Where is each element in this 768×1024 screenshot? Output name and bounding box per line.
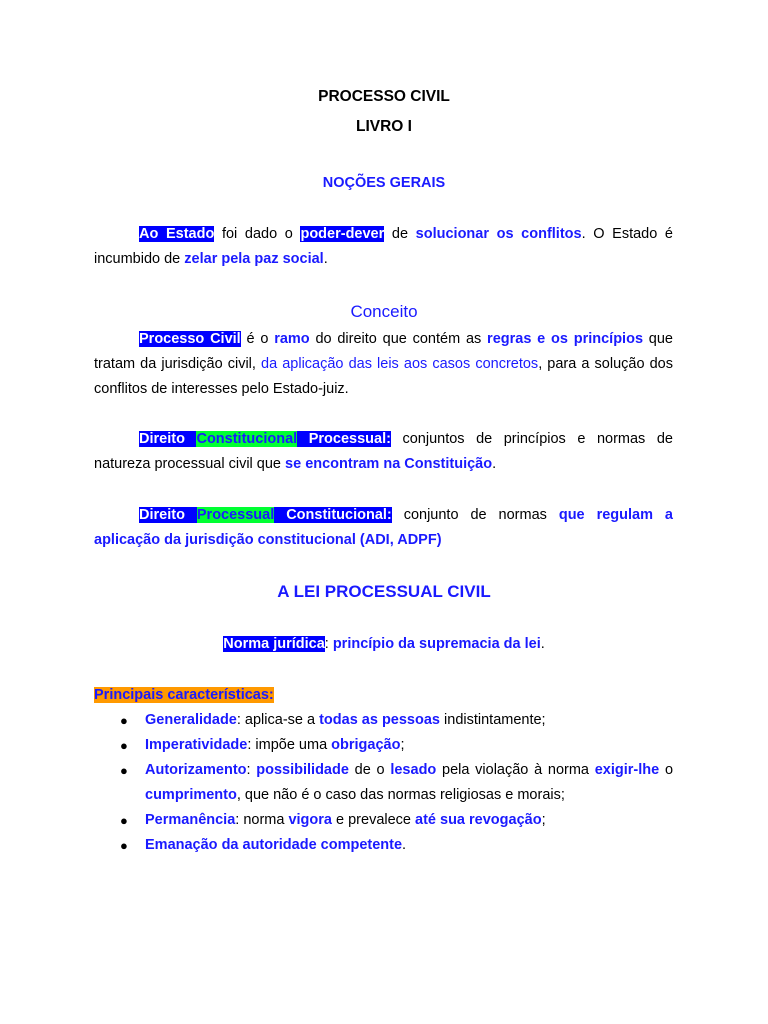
list-item [94,758,673,808]
highlight: Norma jurídica [223,636,325,652]
text: : [324,636,333,652]
text: : aplica-se a [236,712,320,728]
emphasis: princípio da supremacia da lei [332,636,541,652]
list-item [94,733,673,758]
conceito-paragraph [94,327,673,402]
highlight: Processo Civil [139,331,241,347]
emphasis: exigir-lhe [594,762,660,778]
highlight: Principais características: [94,687,274,703]
emphasis: se encontram na Constituição [285,456,493,472]
document-subtitle: LIVRO I [356,118,412,135]
term: Generalidade [145,712,237,728]
section-heading-conceito: Conceito [350,302,418,321]
text: : impõe uma [247,737,332,753]
caracteristicas-list [94,708,673,858]
section-heading-lei: A LEI PROCESSUAL CIVIL [277,582,491,601]
text: do direito que contém as [309,331,488,347]
highlight: Processual [196,507,275,523]
highlight: poder-dever [300,226,385,242]
emphasis: cumprimento [145,787,237,803]
term: Imperatividade [145,737,248,753]
emphasis: lesado [390,762,437,778]
text: de [384,226,416,242]
list-item [94,833,673,858]
text: , que não é o caso das normas religiosas e morais; [236,787,565,803]
document-title: PROCESSO CIVIL [318,88,450,105]
emphasis: todas as pessoas [319,712,440,728]
highlight: Direito [139,431,197,447]
text: . O Estado é incumbido de [94,226,673,267]
highlight: Direito [139,507,197,523]
emphasis: da aplicação das leis aos casos concretos [261,356,539,372]
text: , para a solução dos conflitos de interesses pelo Estado-juiz. [94,356,674,397]
direito-constitucional-processual-paragraph [94,427,673,477]
bullet-icon: ● [120,763,128,778]
bullet-icon: ● [120,738,128,753]
list-item [94,808,673,833]
emphasis: ramo [274,331,310,347]
text: : [246,762,257,778]
bullet-icon: ● [120,813,128,828]
text: : norma [235,812,289,828]
direito-processual-constitucional-paragraph [94,503,673,553]
text: o [659,762,674,778]
emphasis: solucionar os conflitos [415,226,582,242]
text: . [323,251,328,267]
emphasis: obrigação [331,737,401,753]
bullet-icon: ● [120,838,128,853]
section-heading-nocoes: NOÇÕES GERAIS [322,175,446,191]
emphasis: regras e os princípios [487,331,644,347]
norma-juridica-line [0,632,768,657]
intro-paragraph [94,222,673,272]
text: ; [541,812,546,828]
text: conjunto de normas [391,507,559,523]
text: . [540,636,545,652]
text: e prevalece [331,812,416,828]
text: pela violação à norma [436,762,595,778]
highlight: Ao Estado [139,226,215,242]
text: . [402,837,407,853]
emphasis: zelar pela paz social [184,251,324,267]
bullet-icon: ● [120,713,128,728]
text: é o [240,331,275,347]
highlight: Constitucional [196,431,298,447]
list-item [94,708,673,733]
text: de o [348,762,391,778]
emphasis: até sua revogação [415,812,542,828]
text: indistintamente; [440,712,546,728]
term: Emanação da autoridade competente [145,837,403,853]
text: . [492,456,497,472]
highlight: Constitucional: [274,507,392,523]
emphasis: que regulam a aplicação da jurisdição constitucional (ADI, ADPF) [94,507,673,548]
text: ; [400,737,405,753]
term: Permanência [145,812,236,828]
caracteristicas-label [94,683,673,708]
term: Autorizamento [145,762,247,778]
emphasis: vigora [288,812,332,828]
highlight: Processual: [297,431,391,447]
text: que tratam da jurisdição civil, [94,331,673,372]
emphasis: possibilidade [256,762,349,778]
text: conjuntos de princípios e normas de natureza processual civil que [94,431,673,472]
text: foi dado o [214,226,301,242]
